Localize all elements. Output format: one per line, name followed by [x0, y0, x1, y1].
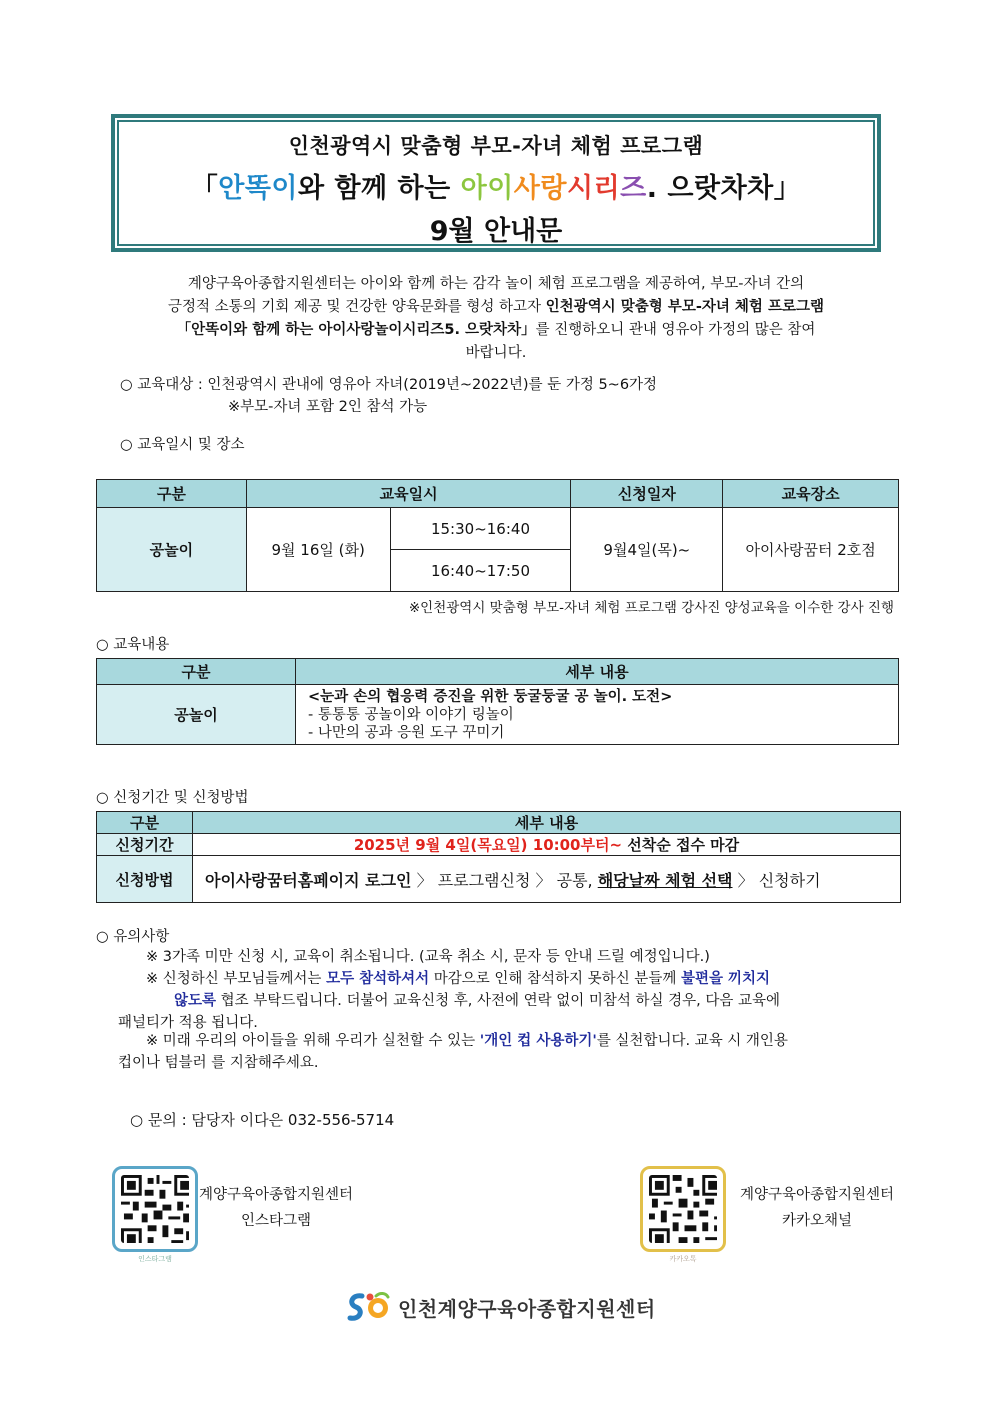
intro-paragraph: 계양구육아종합지원센터는 아이와 함께 하는 감각 놀이 체험 프로그램을 제공하여, 부모-자녀 간의 긍정적 소통의 기회 제공 및 건강한 양육문화를 형성 하고자 인천광역시 맞춤형 부모-자녀 체험 프로그램 「안똑이와 함께 하는 아이사랑놀이시리즈5. 으랏차차」를 진행하오니 관내 영유아 가정의 많은 참여 바랍니다. — [168, 276, 824, 361]
schedule-program: 공놀이 — [97, 508, 247, 592]
content-details — [296, 685, 899, 745]
instagram-label: 계양구육아종합지원센터 인스타그램 — [198, 1187, 354, 1229]
title-line3: 9월 안내문 — [429, 216, 563, 247]
kakao-label: 계양구육아종합지원센터 카카오채널 — [739, 1187, 895, 1229]
schedule-header: 구분 — [97, 480, 247, 508]
schedule-time: 16:40~17:50 — [390, 550, 571, 592]
note-2: ※ 신청하신 부모님들께서는 모두 참석하셔서 마감으로 인해 참석하지 못하신 분들께 불편을 끼치지 — [146, 971, 771, 987]
target-sub: ※부모-자녀 포함 2인 참석 가능 — [228, 399, 428, 415]
content-heading: ○ 교육내용 — [96, 637, 170, 653]
note-3-end: 컵이나 텀블러 를 지참해주세요. — [118, 1055, 319, 1071]
schedule-header: 교육일시 — [246, 480, 571, 508]
application-period-label: 신청기간 — [97, 834, 193, 856]
schedule-header: 신청일자 — [571, 480, 723, 508]
schedule-time: 15:30~16:40 — [390, 508, 571, 550]
note-2-cont: 않도록 협조 부탁드립니다. 더불어 교육신청 후, 사전에 연락 없이 미참석 하실 경우, 다음 교육에 — [174, 993, 781, 1009]
schedule-date: 9월 16일 (화) — [246, 508, 390, 592]
title-line2: 「안똑이와 함께 하는 아이사랑시리즈. 으랏차차」 — [190, 173, 802, 204]
note-1: ※ 3가족 미만 신청 시, 교육이 취소됩니다. (교육 취소 시, 문자 등 안내 드릴 예정입니다.) — [146, 949, 710, 965]
schedule-note: ※인천광역시 맞춤형 부모-자녀 체험 프로그램 강사진 양성교육을 이수한 강사 진행 — [408, 600, 894, 616]
schedule-header: 교육장소 — [723, 480, 899, 508]
content-header: 세부 내용 — [296, 659, 899, 685]
footer-logo — [346, 1290, 656, 1324]
application-table — [96, 811, 901, 903]
application-header: 세부 내용 — [193, 812, 901, 834]
list-item: - 통통통 공놀이와 이야기 링놀이 — [308, 706, 514, 723]
content-table — [96, 658, 899, 745]
note-2-end: 패널티가 적용 됩니다. — [118, 1015, 258, 1031]
content-program: 공놀이 — [97, 685, 296, 745]
application-header: 구분 — [97, 812, 193, 834]
instagram-qr-caption: 인스타그램 — [138, 1255, 172, 1263]
qr-code-icon — [649, 1175, 717, 1243]
list-item: - 나만의 공과 응원 도구 꾸미기 — [308, 724, 505, 741]
schedule-apply-date: 9월4일(목)~ — [571, 508, 723, 592]
kakao-qr-icon[interactable] — [640, 1166, 726, 1252]
title-line1: 인천광역시 맞춤형 부모-자녀 체험 프로그램 — [288, 134, 704, 158]
application-heading: ○ 신청기간 및 신청방법 — [96, 790, 249, 806]
kakao-qr-caption: 카카오톡 — [669, 1255, 697, 1263]
application-period: 2025년 9월 4일(목요일) 10:00부터~ 선착순 접수 마감 — [193, 834, 901, 856]
title-anddok: 안똑이 — [218, 173, 298, 204]
note-3: ※ 미래 우리의 아이들을 위해 우리가 실천할 수 있는 '개인 컵 사용하기'를 실천합니다. 교육 시 개인용 — [146, 1033, 788, 1049]
application-method: 아이사랑꿈터홈페이지 로그인 〉 프로그램신청 〉 공통, 해당날짜 체험 선택 〉 신청하기 — [193, 856, 901, 903]
schedule-table — [96, 479, 899, 592]
center-logo-icon — [346, 1290, 392, 1324]
title-box — [111, 114, 881, 252]
qr-code-icon — [121, 1175, 189, 1243]
schedule-place: 아이사랑꿈터 2호점 — [723, 508, 899, 592]
notes-heading: ○ 유의사항 — [96, 929, 170, 945]
footer-org: 인천계양구육아종합지원센터 — [398, 1296, 656, 1321]
kakao-qr-card[interactable] — [640, 1166, 726, 1264]
contact-line: ○ 문의 : 담당자 이다은 032-556-5714 — [130, 1111, 395, 1129]
content-title: <눈과 손의 협응력 증진을 위한 둥굴둥굴 공 놀이. 도전> — [308, 688, 673, 705]
content-header: 구분 — [97, 659, 296, 685]
schedule-heading: ○ 교육일시 및 장소 — [120, 437, 245, 453]
application-method-label: 신청방법 — [97, 856, 193, 903]
target-line: ○ 교육대상 : 인천광역시 관내에 영유아 자녀(2019년~2022년)를 둔 가정 5~6가정 — [120, 377, 658, 393]
